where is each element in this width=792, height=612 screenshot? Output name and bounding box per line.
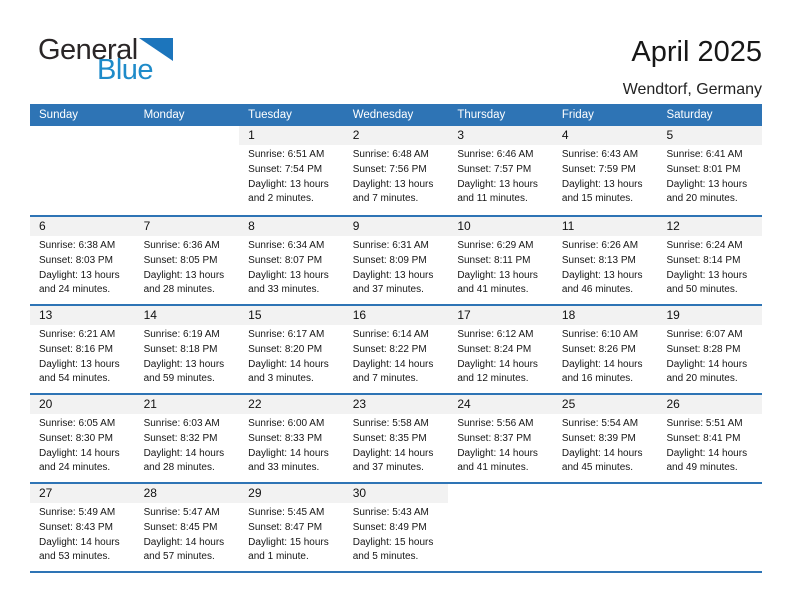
day-cell-26 [657, 395, 762, 482]
day-number: 20 [30, 395, 135, 414]
dow-header-friday: Friday [561, 109, 594, 121]
day-info [553, 414, 658, 476]
sunrise-text: Sunrise: 5:43 AM [352, 507, 429, 518]
day-cell-28 [135, 484, 240, 571]
daylight-text: Daylight: 15 hours and 5 minutes. [352, 536, 434, 563]
sunrise-text: Sunrise: 6:05 AM [39, 418, 116, 429]
day-number: 25 [553, 395, 658, 414]
week-row [30, 215, 762, 304]
day-number: 28 [135, 484, 240, 503]
day-info [344, 236, 449, 298]
sunset-text: Sunset: 8:28 PM [666, 343, 741, 355]
sunset-text: Sunset: 8:14 PM [666, 254, 741, 266]
day-cell-21 [135, 395, 240, 482]
location-subtitle: Wendtorf, Germany [622, 81, 762, 98]
day-number: 16 [344, 306, 449, 325]
day-cell-10 [448, 217, 553, 304]
daylight-text: Daylight: 13 hours and 2 minutes. [248, 178, 329, 205]
day-number [553, 484, 658, 503]
dow-header-monday: Monday [143, 109, 185, 121]
daylight-text: Daylight: 14 hours and 33 minutes. [248, 447, 329, 474]
sunset-text: Sunset: 8:18 PM [143, 343, 218, 355]
day-cell-30 [344, 484, 449, 571]
day-number: 10 [448, 217, 553, 236]
sunrise-text: Sunrise: 6:17 AM [248, 329, 325, 340]
day-cell-12 [657, 217, 762, 304]
day-info [448, 145, 553, 207]
sunrise-text: Sunrise: 6:26 AM [561, 240, 639, 251]
sunset-text: Sunset: 8:01 PM [666, 163, 741, 175]
calendar-body [30, 126, 762, 573]
week-row [30, 482, 762, 571]
sunset-text: Sunset: 7:56 PM [352, 163, 427, 175]
sunset-text: Sunset: 8:33 PM [248, 432, 323, 444]
day-cell-empty [657, 484, 762, 571]
daylight-text: Daylight: 13 hours and 7 minutes. [352, 178, 434, 205]
daylight-text: Daylight: 14 hours and 20 minutes. [666, 358, 748, 385]
day-info [448, 414, 553, 476]
daylight-text: Daylight: 13 hours and 15 minutes. [561, 178, 643, 205]
sunrise-text: Sunrise: 6:46 AM [457, 149, 534, 160]
sunrise-text: Sunrise: 6:41 AM [666, 149, 743, 160]
day-number [657, 484, 762, 503]
day-info [657, 414, 762, 476]
day-number: 7 [135, 217, 240, 236]
day-number: 2 [344, 126, 449, 145]
day-cell-2 [344, 126, 449, 215]
sunrise-text: Sunrise: 6:00 AM [248, 418, 325, 429]
day-info [30, 503, 135, 565]
daylight-text: Daylight: 14 hours and 3 minutes. [248, 358, 329, 385]
sunrise-text: Sunrise: 6:38 AM [39, 240, 116, 251]
day-cell-empty [30, 126, 135, 215]
sunrise-text: Sunrise: 5:45 AM [248, 507, 325, 518]
day-cell-27 [30, 484, 135, 571]
sunrise-text: Sunrise: 6:36 AM [143, 240, 220, 251]
day-cell-empty [448, 484, 553, 571]
day-cell-empty [135, 126, 240, 215]
day-cell-16 [344, 306, 449, 393]
sunrise-text: Sunrise: 5:49 AM [39, 507, 116, 518]
day-number: 3 [448, 126, 553, 145]
week-row [30, 393, 762, 482]
daylight-text: Daylight: 14 hours and 53 minutes. [39, 536, 120, 563]
day-number: 27 [30, 484, 135, 503]
calendar [30, 104, 762, 573]
day-number [30, 126, 135, 145]
daylight-text: Daylight: 13 hours and 24 minutes. [39, 269, 120, 296]
day-cell-empty [553, 484, 658, 571]
sunset-text: Sunset: 8:45 PM [143, 521, 218, 533]
daylight-text: Daylight: 14 hours and 49 minutes. [666, 447, 748, 474]
day-info [30, 414, 135, 476]
day-cell-17 [448, 306, 553, 393]
day-info [657, 325, 762, 387]
sunrise-text: Sunrise: 6:12 AM [457, 329, 534, 340]
day-info [239, 325, 344, 387]
day-number: 4 [553, 126, 658, 145]
daylight-text: Daylight: 13 hours and 37 minutes. [352, 269, 434, 296]
sunset-text: Sunset: 8:32 PM [143, 432, 218, 444]
day-cell-18 [553, 306, 658, 393]
day-number: 15 [239, 306, 344, 325]
sunset-text: Sunset: 7:59 PM [561, 163, 636, 175]
daylight-text: Daylight: 14 hours and 45 minutes. [561, 447, 643, 474]
sunrise-text: Sunrise: 5:56 AM [457, 418, 534, 429]
day-number: 14 [135, 306, 240, 325]
day-cell-24 [448, 395, 553, 482]
dow-header-sunday: Sunday [39, 109, 79, 121]
day-cell-14 [135, 306, 240, 393]
day-cell-15 [239, 306, 344, 393]
day-info [448, 325, 553, 387]
sunset-text: Sunset: 8:24 PM [457, 343, 532, 355]
sunrise-text: Sunrise: 6:48 AM [352, 149, 429, 160]
sunset-text: Sunset: 8:43 PM [39, 521, 113, 533]
dow-header-thursday: Thursday [457, 109, 506, 121]
day-info [553, 145, 658, 207]
sunrise-text: Sunrise: 6:43 AM [561, 149, 639, 160]
day-number: 29 [239, 484, 344, 503]
sunset-text: Sunset: 8:35 PM [352, 432, 427, 444]
daylight-text: Daylight: 13 hours and 11 minutes. [457, 178, 538, 205]
day-cell-5 [657, 126, 762, 215]
daylight-text: Daylight: 14 hours and 57 minutes. [143, 536, 225, 563]
day-cell-6 [30, 217, 135, 304]
daylight-text: Daylight: 14 hours and 37 minutes. [352, 447, 434, 474]
sunset-text: Sunset: 7:54 PM [248, 163, 323, 175]
day-info [553, 325, 658, 387]
sunrise-text: Sunrise: 5:58 AM [352, 418, 429, 429]
day-info [657, 236, 762, 298]
day-info [344, 145, 449, 207]
sunset-text: Sunset: 8:16 PM [39, 343, 113, 355]
dow-header-saturday: Saturday [666, 109, 713, 121]
day-number: 12 [657, 217, 762, 236]
day-cell-7 [135, 217, 240, 304]
day-number: 9 [344, 217, 449, 236]
day-number: 30 [344, 484, 449, 503]
day-cell-9 [344, 217, 449, 304]
day-number: 11 [553, 217, 658, 236]
sunset-text: Sunset: 8:03 PM [39, 254, 113, 266]
day-cell-29 [239, 484, 344, 571]
week-row [30, 126, 762, 215]
day-info [448, 236, 553, 298]
logo-text-blue: Blue [97, 54, 154, 86]
sunset-text: Sunset: 8:09 PM [352, 254, 427, 266]
sunrise-text: Sunrise: 6:07 AM [666, 329, 743, 340]
day-number [135, 126, 240, 145]
daylight-text: Daylight: 15 hours and 1 minute. [248, 536, 329, 563]
daylight-text: Daylight: 13 hours and 41 minutes. [457, 269, 538, 296]
day-number: 23 [344, 395, 449, 414]
day-number [448, 484, 553, 503]
day-cell-11 [553, 217, 658, 304]
sunrise-text: Sunrise: 5:47 AM [143, 507, 220, 518]
day-info [553, 236, 658, 298]
daylight-text: Daylight: 13 hours and 46 minutes. [561, 269, 643, 296]
sunrise-text: Sunrise: 6:24 AM [666, 240, 743, 251]
daylight-text: Daylight: 13 hours and 54 minutes. [39, 358, 120, 385]
day-number: 13 [30, 306, 135, 325]
day-number: 18 [553, 306, 658, 325]
dow-header-tuesday: Tuesday [248, 109, 292, 121]
sunset-text: Sunset: 8:49 PM [352, 521, 427, 533]
day-cell-8 [239, 217, 344, 304]
logo-text-general: General [38, 34, 138, 66]
sunrise-text: Sunrise: 5:54 AM [561, 418, 639, 429]
daylight-text: Daylight: 13 hours and 28 minutes. [143, 269, 225, 296]
daylight-text: Daylight: 14 hours and 41 minutes. [457, 447, 538, 474]
sunrise-text: Sunrise: 6:19 AM [143, 329, 220, 340]
daylight-text: Daylight: 14 hours and 7 minutes. [352, 358, 434, 385]
day-info [30, 236, 135, 298]
sunset-text: Sunset: 8:05 PM [143, 254, 218, 266]
sunset-text: Sunset: 8:11 PM [457, 254, 531, 266]
day-cell-19 [657, 306, 762, 393]
day-info [239, 145, 344, 207]
sunset-text: Sunset: 8:30 PM [39, 432, 113, 444]
sunset-text: Sunset: 8:20 PM [248, 343, 323, 355]
day-number: 19 [657, 306, 762, 325]
day-info [30, 325, 135, 387]
sunset-text: Sunset: 8:41 PM [666, 432, 741, 444]
sunset-text: Sunset: 8:39 PM [561, 432, 636, 444]
daylight-text: Daylight: 13 hours and 50 minutes. [666, 269, 748, 296]
daylight-text: Daylight: 14 hours and 16 minutes. [561, 358, 643, 385]
day-cell-4 [553, 126, 658, 215]
day-of-week-header-row [30, 104, 762, 126]
dow-header-wednesday: Wednesday [352, 109, 414, 121]
day-cell-25 [553, 395, 658, 482]
sunset-text: Sunset: 7:57 PM [457, 163, 532, 175]
sunset-text: Sunset: 8:07 PM [248, 254, 323, 266]
day-number: 22 [239, 395, 344, 414]
sunset-text: Sunset: 8:26 PM [561, 343, 636, 355]
sunrise-text: Sunrise: 6:03 AM [143, 418, 220, 429]
day-info [344, 325, 449, 387]
day-cell-13 [30, 306, 135, 393]
daylight-text: Daylight: 14 hours and 24 minutes. [39, 447, 120, 474]
week-row [30, 304, 762, 393]
day-number: 1 [239, 126, 344, 145]
day-info [657, 145, 762, 207]
day-number: 24 [448, 395, 553, 414]
sunrise-text: Sunrise: 6:51 AM [248, 149, 325, 160]
day-number: 8 [239, 217, 344, 236]
day-info [344, 503, 449, 565]
day-info [239, 414, 344, 476]
day-cell-3 [448, 126, 553, 215]
day-info [135, 503, 240, 565]
day-info [135, 414, 240, 476]
sunset-text: Sunset: 8:37 PM [457, 432, 532, 444]
general-blue-logo [38, 36, 173, 85]
sunrise-text: Sunrise: 5:51 AM [666, 418, 743, 429]
day-cell-22 [239, 395, 344, 482]
page-title: April 2025 [631, 36, 762, 68]
sunset-text: Sunset: 8:22 PM [352, 343, 427, 355]
day-cell-23 [344, 395, 449, 482]
sunset-text: Sunset: 8:13 PM [561, 254, 636, 266]
day-number: 6 [30, 217, 135, 236]
daylight-text: Daylight: 13 hours and 20 minutes. [666, 178, 748, 205]
day-info [344, 414, 449, 476]
daylight-text: Daylight: 13 hours and 33 minutes. [248, 269, 329, 296]
sunrise-text: Sunrise: 6:31 AM [352, 240, 429, 251]
daylight-text: Daylight: 13 hours and 59 minutes. [143, 358, 225, 385]
day-info [239, 503, 344, 565]
day-number: 21 [135, 395, 240, 414]
sunrise-text: Sunrise: 6:14 AM [352, 329, 429, 340]
day-info [239, 236, 344, 298]
sunrise-text: Sunrise: 6:34 AM [248, 240, 325, 251]
day-info [135, 236, 240, 298]
day-info [135, 325, 240, 387]
day-number: 26 [657, 395, 762, 414]
sunset-text: Sunset: 8:47 PM [248, 521, 323, 533]
day-cell-20 [30, 395, 135, 482]
daylight-text: Daylight: 14 hours and 12 minutes. [457, 358, 538, 385]
sunrise-text: Sunrise: 6:21 AM [39, 329, 116, 340]
sunrise-text: Sunrise: 6:29 AM [457, 240, 534, 251]
day-cell-1 [239, 126, 344, 215]
sunrise-text: Sunrise: 6:10 AM [561, 329, 639, 340]
day-number: 17 [448, 306, 553, 325]
day-number: 5 [657, 126, 762, 145]
daylight-text: Daylight: 14 hours and 28 minutes. [143, 447, 225, 474]
